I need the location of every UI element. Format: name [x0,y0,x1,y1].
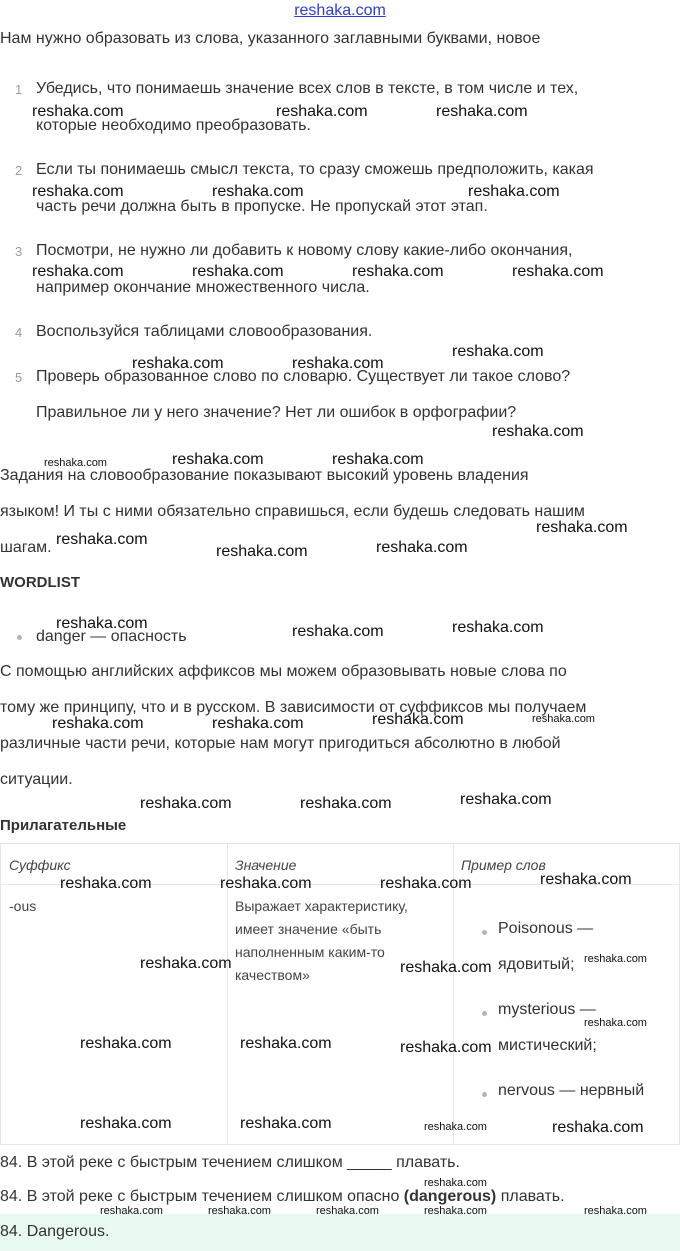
example-word-line1: mysterious — [498,1001,596,1018]
wordlist-heading: WORDLIST [0,574,80,591]
adjectives-heading: Прилагательные [0,817,127,834]
watermark: reshaka.com [552,1119,644,1136]
paragraph-line: С помощью английских аффиксов мы можем образовывать новые слова по [0,663,567,680]
step-number: 5 [15,370,23,385]
watermark: reshaka.com [532,713,595,725]
step-number: 2 [15,163,23,178]
watermark: reshaka.com [216,543,308,560]
watermark: reshaka.com [424,1177,487,1189]
watermark: reshaka.com [292,623,384,640]
table-header-meaning: Значение [235,857,297,873]
watermark: reshaka.com [380,875,472,892]
paragraph-line: языком! И ты с ними обязательно справишься, если будешь следовать нашим [0,503,585,520]
watermark: reshaka.com [56,531,148,548]
watermark: reshaka.com [56,615,148,632]
watermark: reshaka.com [540,871,632,888]
watermark: reshaka.com [424,1205,487,1217]
watermark: reshaka.com [140,795,232,812]
bullet-icon [17,635,22,640]
step-text-line2: например окончание множественного числа. [36,279,370,296]
watermark: reshaka.com [80,1035,172,1052]
bullet-icon [482,1011,487,1016]
step-text-line1: Проверь образованное слово по словарю. Существует ли такое слово? [36,368,571,385]
table-cell-suffix: -ous [9,898,37,914]
example-word-line1: Poisonous — [498,920,594,937]
example-word-line2: мистический; [498,1037,597,1054]
answer-box [0,1214,680,1251]
table-header-examples: Пример слов [461,857,546,873]
table-cell-meaning: Выражает характеристику, имеет значение «быть наполненным каким-то качеством» [235,898,408,983]
watermark: reshaka.com [452,619,544,636]
watermark: reshaka.com [452,343,544,360]
answer-text: 84. Dangerous. [0,1223,110,1240]
intro-text: Нам нужно образовать из слова, указанного заглавными буквами, новое [0,30,541,47]
watermark: reshaka.com [192,263,284,280]
watermark: reshaka.com [292,355,384,372]
watermark: reshaka.com [584,1017,647,1029]
watermark: reshaka.com [400,1039,492,1056]
watermark: reshaka.com [212,715,304,732]
watermark: reshaka.com [352,263,444,280]
paragraph-line: Задания на словообразование показывают высокий уровень владения [0,467,529,484]
watermark: reshaka.com [300,795,392,812]
watermark: reshaka.com [436,103,528,120]
task-line: 84. В этой реке с быстрым течением слишком _____ плавать. [0,1154,460,1171]
watermark: reshaka.com [212,183,304,200]
watermark: reshaka.com [80,1115,172,1132]
watermark: reshaka.com [240,1035,332,1052]
paragraph-line: различные части речи, которые нам могут пригодиться абсолютно в любой [0,735,561,752]
watermark: reshaka.com [584,1205,647,1217]
step-text-line2: которые необходимо преобразовать. [36,117,311,134]
step-text-line1: Убедись, что понимаешь значение всех слов в тексте, в том числе и тех, [36,80,579,97]
watermark: reshaka.com [208,1205,271,1217]
watermark: reshaka.com [468,183,560,200]
watermark: reshaka.com [424,1121,487,1133]
watermark: reshaka.com [332,451,424,468]
watermark: reshaka.com [512,263,604,280]
step-number: 3 [15,244,23,259]
example-word-line1: nervous — нервный [498,1082,645,1099]
step-text-line2: часть речи должна быть в пропуске. Не пропускай этот этап. [36,198,488,215]
watermark: reshaka.com [220,875,312,892]
watermark: reshaka.com [400,959,492,976]
watermark: reshaka.com [100,1205,163,1217]
task-answer-text: плавать. [496,1188,565,1205]
step-text-line1: Воспользуйся таблицами словообразования. [36,323,373,340]
step-text-line2: Правильное ли у него значение? Нет ли ошибок в орфографии? [36,404,517,421]
paragraph-line: шагам. [0,539,52,556]
step-number: 4 [15,325,23,340]
watermark: reshaka.com [44,457,107,469]
example-word-line2: ядовитый; [498,956,575,973]
watermark: reshaka.com [32,263,124,280]
task-answer-line [0,1188,565,1206]
paragraph-line: тому же принципу, что и в русском. В зависимости от суффиксов мы получаем [0,699,587,716]
watermark: reshaka.com [60,875,152,892]
task-answer-text: 84. В этой реке с быстрым течением слишком опасно [0,1188,404,1205]
step-number: 1 [15,82,23,97]
watermark: reshaka.com [52,715,144,732]
watermark: reshaka.com [376,539,468,556]
site-link[interactable]: reshaka.com [294,2,386,19]
watermark: reshaka.com [460,791,552,808]
watermark: reshaka.com [240,1115,332,1132]
task-answer-bold: (dangerous) [403,1188,497,1205]
watermark: reshaka.com [140,955,232,972]
watermark: reshaka.com [316,1205,379,1217]
watermark: reshaka.com [132,355,224,372]
watermark: reshaka.com [32,183,124,200]
watermark: reshaka.com [276,103,368,120]
watermark: reshaka.com [172,451,264,468]
watermark: reshaka.com [584,953,647,965]
watermark: reshaka.com [32,103,124,120]
bullet-icon [482,1092,487,1097]
table-header-suffix: Суффикс [9,857,71,873]
watermark: reshaka.com [372,711,464,728]
watermark: reshaka.com [536,519,628,536]
step-text-line1: Если ты понимаешь смысл текста, то сразу сможешь предположить, какая [36,161,594,178]
step-text-line1: Посмотри, не нужно ли добавить к новому слову какие-либо окончания, [36,242,573,259]
bullet-icon [482,930,487,935]
watermark: reshaka.com [492,423,584,440]
wordlist-item: danger — опасность [36,628,187,645]
paragraph-line: ситуации. [0,771,73,788]
